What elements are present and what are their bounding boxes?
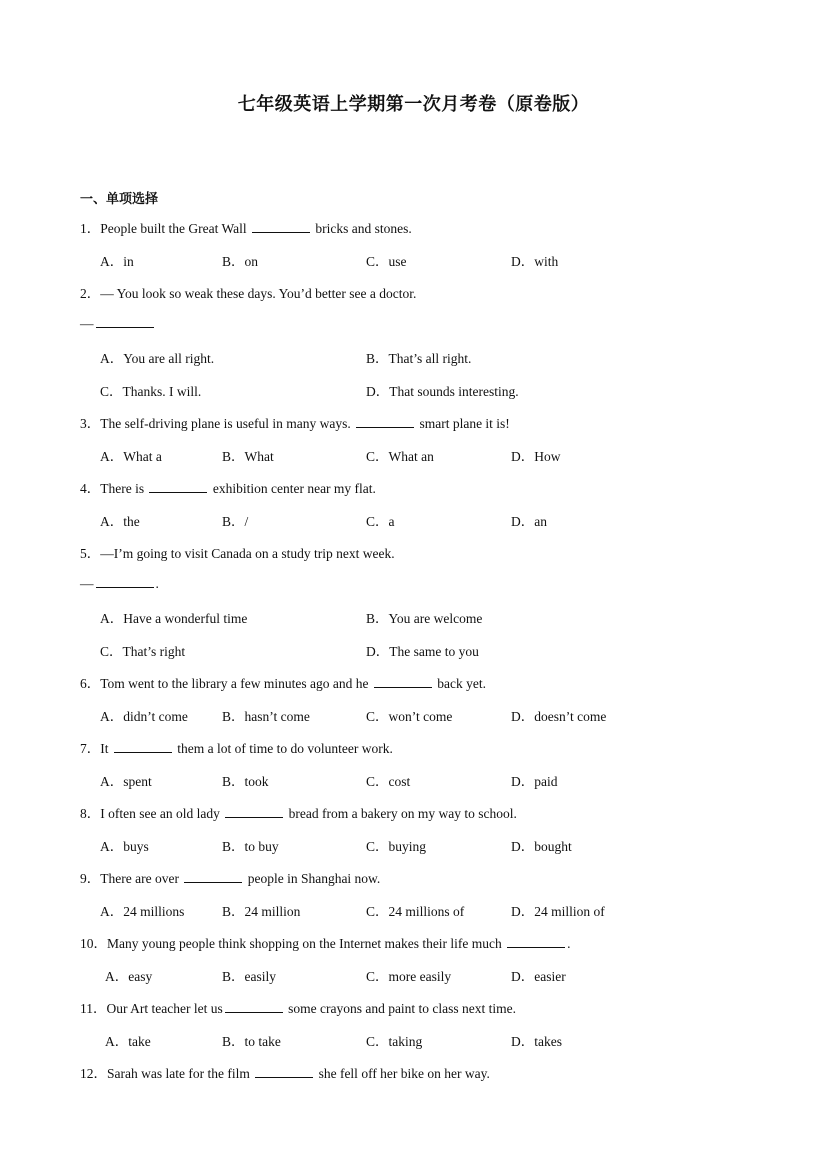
question-2 [80,282,416,302]
option-b: B．What [222,449,274,464]
question-number: 5． [80,546,101,561]
option-c: C．won’t come [366,709,453,724]
option-a: A．You are all right. [100,351,215,366]
question-text: bricks and stones. [315,221,412,236]
option-d: D．That sounds interesting. [366,384,519,399]
option-d: D．an [511,514,547,529]
question-text: Many young people think shopping on the Internet makes their life much [107,936,502,951]
answer-blank [507,935,565,948]
question-text: There are over [100,871,179,886]
question-number: 10． [80,936,107,951]
option-d: D．How [511,449,561,464]
answer-blank [114,740,172,753]
option-a: A．buys [100,839,149,854]
question-9 [80,867,380,887]
option-d: D．easier [511,969,566,984]
option-c: C．a [366,514,395,529]
question-10 [80,932,571,952]
question-text: smart plane it is! [419,416,510,431]
answer-blank [252,220,310,233]
option-b: B．That’s all right. [366,351,472,366]
option-c: C．use [366,254,407,269]
option-c: C．cost [366,774,411,789]
question-text: them a lot of time to do volunteer work. [177,741,393,756]
option-b: B．on [222,254,259,269]
option-a: A．What a [100,449,162,464]
answer-blank [225,805,283,818]
option-c: C．That’s right [100,644,186,659]
question-text: It [100,741,109,756]
question-number: 11． [80,1001,107,1016]
question-number: 7． [80,741,101,756]
question-7 [80,737,393,757]
option-b: B．easily [222,969,276,984]
punctuation: . [155,576,159,591]
question-8 [80,802,517,822]
question-text: Our Art teacher let us [106,1001,223,1016]
answer-blank [96,575,154,588]
option-a: A．24 millions [100,904,185,919]
option-b: B．You are welcome [366,611,483,626]
question-text: she fell off her bike on her way. [318,1066,490,1081]
answer-blank [225,1000,283,1013]
question-number: 9． [80,871,101,886]
option-a: A．the [100,514,140,529]
option-c: C．Thanks. I will. [100,384,202,399]
dash: — [80,576,94,591]
option-b: B．24 million [222,904,301,919]
option-a: A．Have a wonderful time [100,611,248,626]
question-text: I often see an old lady [100,806,220,821]
option-a: A．spent [100,774,152,789]
option-b: B．hasn’t come [222,709,310,724]
question-1 [80,217,412,237]
question-text: . [567,936,571,951]
option-c: C．buying [366,839,427,854]
question-number: 1． [80,221,101,236]
question-text: bread from a bakery on my way to school. [288,806,517,821]
question-text: Sarah was late for the film [107,1066,250,1081]
question-number: 6． [80,676,101,691]
question-number: 2． [80,286,101,301]
option-a: A．in [100,254,134,269]
question-text: people in Shanghai now. [247,871,381,886]
question-11 [80,997,516,1017]
answer-blank [255,1065,313,1078]
option-a: A．didn’t come [100,709,188,724]
option-a: A．take [105,1034,151,1049]
question-number: 12． [80,1066,107,1081]
question-number: 4． [80,481,101,496]
option-d: D．paid [511,774,558,789]
question-number: 8． [80,806,101,821]
question-12 [80,1062,490,1082]
option-d: D．with [511,254,559,269]
option-c: C．What an [366,449,434,464]
question-text: back yet. [437,676,486,691]
answer-blank [374,675,432,688]
section-heading: 一、单项选择 [80,192,159,207]
question-text: Tom went to the library a few minutes ago and he [100,676,369,691]
question-text: People built the Great Wall [100,221,247,236]
reply-line [80,315,156,332]
option-c: C．more easily [366,969,452,984]
option-d: D．takes [511,1034,562,1049]
answer-blank [149,480,207,493]
question-number: 3． [80,416,101,431]
option-d: D．The same to you [366,644,479,659]
option-a: A．easy [105,969,153,984]
answer-blank [184,870,242,883]
reply-line [80,575,159,592]
option-d: D．doesn’t come [511,709,607,724]
option-d: D．bought [511,839,572,854]
question-text: some crayons and paint to class next time. [288,1001,517,1016]
dash: — [80,316,94,331]
option-b: B．to buy [222,839,279,854]
question-text: The self-driving plane is useful in many ways. [100,416,351,431]
question-5 [80,542,395,562]
question-6 [80,672,486,692]
option-b: B．/ [222,514,249,529]
question-text: — You look so weak these days. You’d better see a doctor. [100,286,417,301]
question-3 [80,412,510,432]
option-b: B．took [222,774,269,789]
answer-blank [96,315,154,328]
page-title: 七年级英语上学期第一次月考卷（原卷版） [237,94,590,115]
option-d: D．24 million of [511,904,605,919]
question-4 [80,477,376,497]
option-c: C．taking [366,1034,423,1049]
question-text: —I’m going to visit Canada on a study trip next week. [100,546,395,561]
option-b: B．to take [222,1034,281,1049]
question-text: There is [100,481,145,496]
answer-blank [356,415,414,428]
option-c: C．24 millions of [366,904,465,919]
question-text: exhibition center near my flat. [212,481,376,496]
